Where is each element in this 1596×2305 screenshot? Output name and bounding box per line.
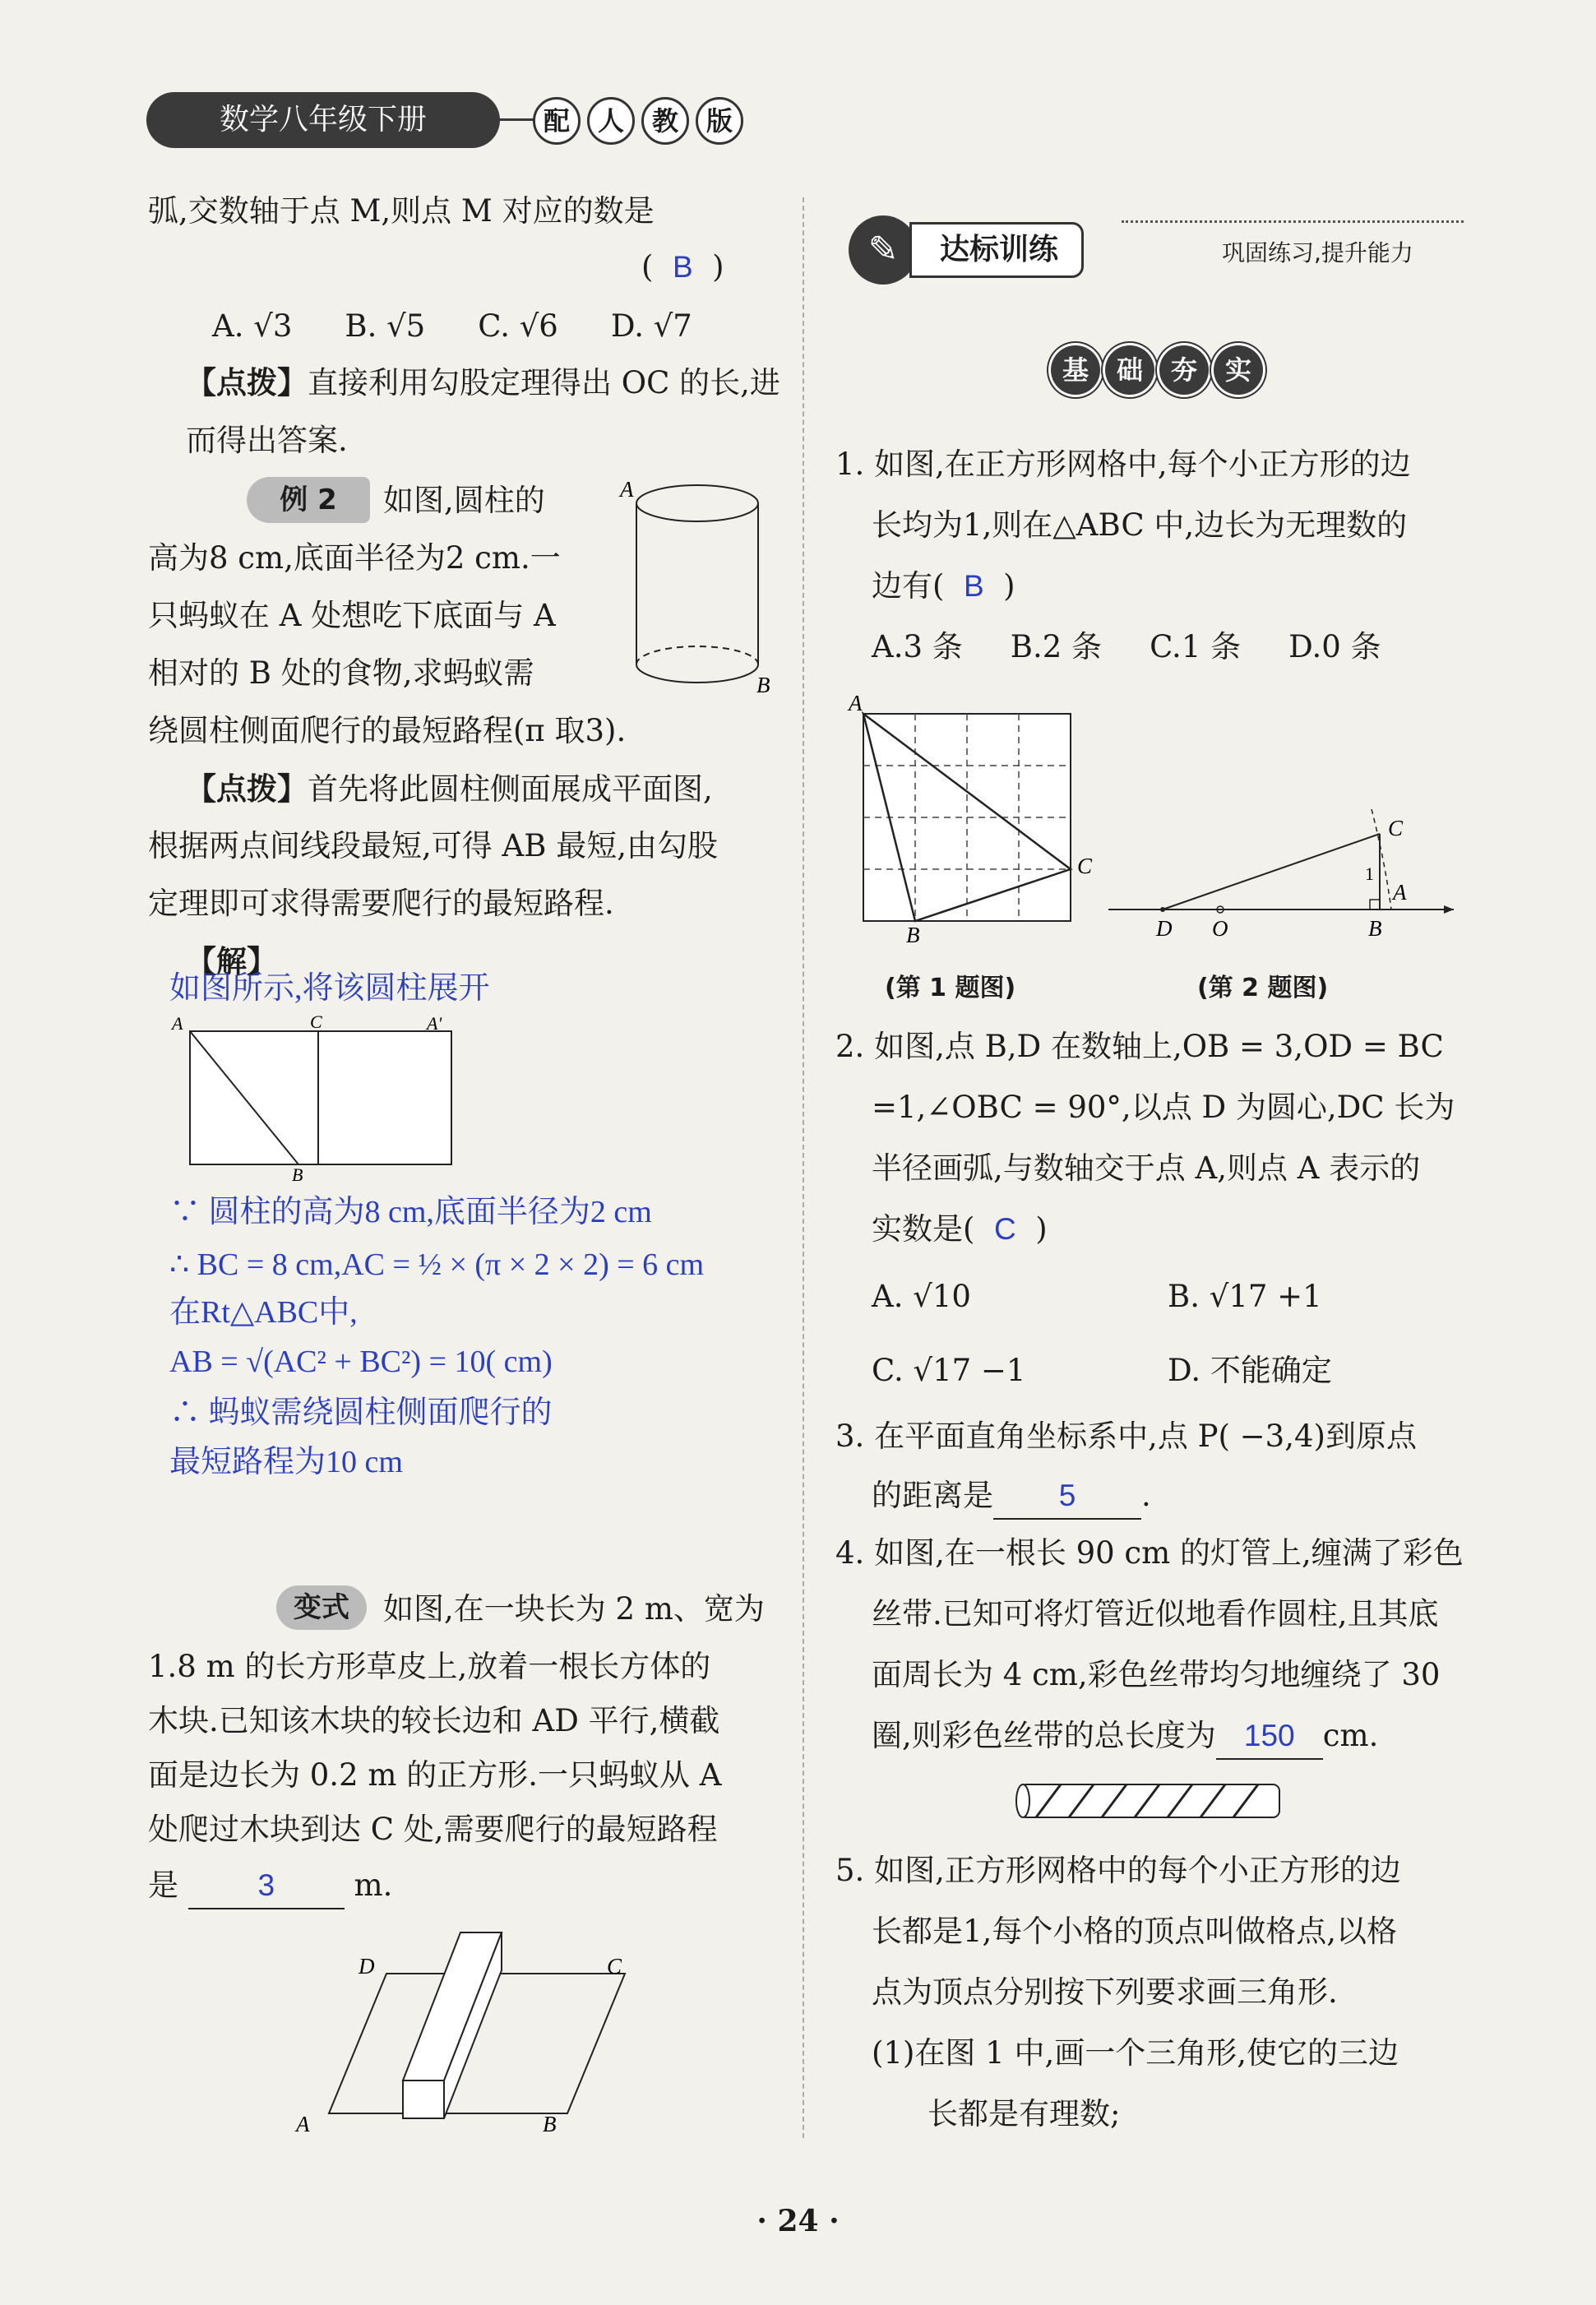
hint-2-line: 根据两点间线段最短,可得 AB 最短,由勾股 xyxy=(148,828,718,863)
variation-line: 1.8 m 的长方形草皮上,放着一根长方体的 xyxy=(148,1649,711,1684)
section-subtitle: 巩固练习,提升能力 xyxy=(1222,239,1413,266)
option: A. √10 xyxy=(872,1279,971,1314)
variation-line: 如图,在一块长为 2 m、宽为 xyxy=(383,1591,765,1627)
option: B.2 条 xyxy=(1010,629,1103,664)
answer-value: B xyxy=(963,569,984,603)
example-2-line: 如图,圆柱的 xyxy=(383,483,545,518)
option: C. √6 xyxy=(478,308,558,344)
option: B. √5 xyxy=(345,308,426,344)
answer-blank: 5 xyxy=(993,1474,1141,1520)
section-banner xyxy=(849,215,1084,285)
solution-line: ∴ BC = 8 cm,AC = ½ × (π × 2 × 2) = 6 cm xyxy=(169,1247,705,1282)
solution-line: ∵ 圆柱的高为8 cm,底面半径为2 cm xyxy=(169,1195,652,1229)
svg-text:B: B xyxy=(906,923,920,947)
pencil-book-icon: ✎ xyxy=(849,215,918,285)
hint-2-line: 定理即可求得需要爬行的最短路程. xyxy=(148,886,614,921)
svg-text:1: 1 xyxy=(1365,863,1374,884)
hint-text: 直接利用勾股定理得出 OC 的长,进而得出答案. xyxy=(186,365,780,458)
section-dotted-rule xyxy=(1122,220,1464,223)
example-2-line: 高为8 cm,底面半径为2 cm.一 xyxy=(148,540,561,576)
fig1-caption: (第 1 题图) xyxy=(885,974,1016,1002)
fig2-caption: (第 2 题图) xyxy=(1197,974,1329,1002)
option: A.3 条 xyxy=(872,629,963,664)
option-row xyxy=(872,618,1381,676)
q4-line: 圈,则彩色丝带的总长度为 150 cm. xyxy=(872,1707,1378,1765)
basic-char: 实 xyxy=(1214,345,1263,395)
svg-text:A: A xyxy=(296,2112,310,2136)
example-2-line: 只蚂蚁在 A 处想吃下底面与 A xyxy=(148,598,556,633)
q1-line: 1. 如图,在正方形网格中,每个小正方形的边 xyxy=(835,447,1411,482)
svg-text:D: D xyxy=(359,1954,375,1979)
cylinder-figure xyxy=(615,477,779,699)
option: A. √3 xyxy=(212,308,293,344)
svg-text:C: C xyxy=(1077,854,1093,878)
option-row xyxy=(212,298,692,355)
q4-line: 4. 如图,在一根长 90 cm 的灯管上,缠满了彩色 xyxy=(835,1535,1464,1571)
page-number: · 24 · xyxy=(756,2204,840,2238)
answer-blank: 3 xyxy=(188,1863,345,1909)
variation-answer-line: 是 3 m. xyxy=(148,1857,392,1914)
svg-text:A: A xyxy=(172,1013,183,1034)
q1-line: 长均为1,则在△ABC 中,边长为无理数的 xyxy=(872,507,1408,543)
option: C.1 条 xyxy=(1150,629,1242,664)
hint-tag: 【点拨】 xyxy=(186,364,308,400)
column-divider xyxy=(803,197,804,2138)
answer-blank: 150 xyxy=(1216,1714,1323,1760)
option: C. √17 −1 xyxy=(872,1353,1026,1388)
q3-line: 的距离是 5 . xyxy=(872,1467,1151,1525)
q2-line: 2. 如图,点 B,D 在数轴上,OB = 3,OD = BC xyxy=(835,1029,1444,1064)
answer-value: B xyxy=(672,250,693,284)
svg-text:A: A xyxy=(620,477,634,502)
svg-text:B: B xyxy=(543,2112,557,2136)
variation-line: 木块.已知该木块的较长边和 AD 平行,横截 xyxy=(148,1703,720,1738)
edition-badges xyxy=(533,97,743,145)
basic-char: 夯 xyxy=(1159,345,1209,395)
svg-text:O: O xyxy=(1212,916,1228,941)
q2-line: 实数是( C ) xyxy=(872,1211,1048,1247)
svg-text:B: B xyxy=(292,1164,303,1185)
q5-line: 长都是有理数; xyxy=(928,2096,1121,2131)
option: D. 不能确定 xyxy=(1168,1353,1332,1388)
variation-line: 处爬过木块到达 C 处,需要爬行的最短路程 xyxy=(148,1812,718,1847)
variation-tag: 变式 xyxy=(276,1585,367,1630)
svg-text:B: B xyxy=(1368,916,1382,941)
book-title: 数学八年级下册 xyxy=(219,103,427,137)
solution-line: 如图所示,将该圆柱展开 xyxy=(169,971,490,1006)
svg-text:C: C xyxy=(310,1011,322,1032)
hint-1 xyxy=(186,354,786,470)
q2-line: =1,∠OBC = 90°,以点 D 为圆心,DC 长为 xyxy=(872,1090,1455,1125)
q5-line: 点为顶点分别按下列要求画三角形. xyxy=(872,1974,1338,2010)
variation-line: 面是边长为 0.2 m 的正方形.一只蚂蚁从 A xyxy=(148,1757,722,1793)
basic-char: 基 xyxy=(1051,345,1100,395)
svg-text:C: C xyxy=(607,1954,622,1979)
solution-line: AB = √(AC² + BC²) = 10( cm) xyxy=(169,1345,553,1379)
edition-char: 配 xyxy=(533,97,581,145)
q2-line: 半径画弧,与数轴交于点 A,则点 A 表示的 xyxy=(872,1150,1421,1186)
option: D.0 条 xyxy=(1288,629,1381,664)
section-title: 达标训练 xyxy=(909,222,1084,278)
solution-tag: 【解】 xyxy=(186,943,277,979)
q4-line: 面周长为 4 cm,彩色丝带均匀地缠绕了 30 xyxy=(872,1657,1441,1692)
svg-text:C: C xyxy=(1388,816,1404,840)
header-connector xyxy=(493,118,534,121)
tube-ribbon-figure xyxy=(1011,1778,1291,1824)
option: B. √17 +1 xyxy=(1168,1279,1322,1314)
edition-char: 人 xyxy=(587,97,635,145)
q3-line: 3. 在平面直角坐标系中,点 P( −3,4)到原点 xyxy=(835,1419,1417,1454)
svg-text:A': A' xyxy=(427,1013,442,1034)
lawn-block-figure xyxy=(296,1916,641,2138)
q5-line: (1)在图 1 中,画一个三角形,使它的三边 xyxy=(872,2035,1399,2071)
question-continuation: 弧,交数轴于点 M,则点 M 对应的数是 xyxy=(148,193,655,229)
svg-text:D: D xyxy=(1156,916,1173,941)
solution-line: ∴ 蚂蚁需绕圆柱侧面爬行的 xyxy=(169,1395,553,1430)
q1-line: 边有( B ) xyxy=(872,568,1015,604)
svg-text:B: B xyxy=(756,673,770,697)
example-2-line: 绕圆柱侧面爬行的最短路程(π 取3). xyxy=(148,713,627,748)
solution-line: 在Rt△ABC中, xyxy=(169,1295,358,1330)
q5-line: 长都是1,每个小格的顶点叫做格点,以格 xyxy=(872,1914,1398,1949)
unrolled-cylinder-figure xyxy=(169,1011,465,1185)
q1-grid-figure xyxy=(845,691,1093,947)
example-2-line: 相对的 B 处的食物,求蚂蚁需 xyxy=(148,655,534,691)
q5-line: 5. 如图,正方形网格中的每个小正方形的边 xyxy=(835,1853,1401,1888)
hint-2: 【点拨】首先将此圆柱侧面展成平面图, xyxy=(186,771,713,807)
basic-char: 础 xyxy=(1105,345,1154,395)
solution-line: 最短路程为10 cm xyxy=(169,1445,403,1479)
basic-level-badges xyxy=(1051,345,1263,395)
answer-value: C xyxy=(993,1212,1016,1246)
q4-line: 丝带.已知可将灯管近似地看作圆柱,且其底 xyxy=(872,1596,1439,1632)
edition-char: 教 xyxy=(641,97,689,145)
q2-numberline-figure xyxy=(1100,803,1462,942)
option: D. √7 xyxy=(610,308,692,344)
book-title-banner xyxy=(146,92,500,148)
edition-char: 版 xyxy=(696,97,743,145)
hint-tag: 【点拨】 xyxy=(186,771,308,807)
example-2-tag: 例 2 xyxy=(247,477,370,523)
answer-bracket: ( B ) xyxy=(641,249,724,285)
svg-text:A: A xyxy=(1393,880,1407,905)
svg-text:A: A xyxy=(849,691,863,715)
